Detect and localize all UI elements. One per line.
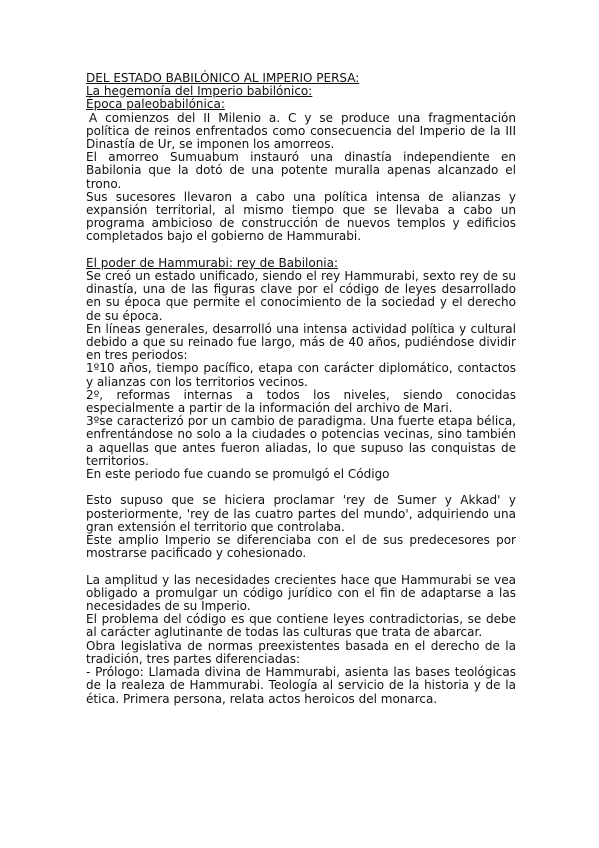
document-body (86, 72, 516, 706)
paragraph-11: Este amplio Imperio se diferenciaba con el de sus predecesores por mostrarse pacificado y cohesionado. (86, 533, 516, 561)
paragraph-9: En este periodo fue cuando se promulgó el Código (86, 467, 390, 482)
paragraph-15: - Prólogo: Llamada divina de Hammurabi, asienta las bases teológicas de la realeza de Hammurabi. Teología al servicio de la historia y de la ética. Primera persona, relata actos heroicos del monarca. (86, 665, 516, 706)
spacer (86, 244, 516, 257)
section-heading-hammurabi: El poder de Hammurabi: rey de Babilonia: (86, 255, 339, 270)
paragraph-6: 1º10 años, tiempo pacífico, etapa con carácter diplomático, contactos y alianzas con los territorios vecinos. (86, 361, 516, 389)
paragraph-13: El problema del código es que contiene leyes contradictorias, se debe al carácter aglutinante de todas las culturas que trata de abarcar. (86, 612, 516, 640)
paragraph-14: Obra legislativa de normas preexistentes basada en el derecho de la tradición, tres partes diferenciadas: (86, 638, 516, 666)
paragraph-12: La amplitud y las necesidades crecientes hace que Hammurabi se vea obligado a promulgar un código jurídico con el fin de adaptarse a las necesidades de su Imperio. (86, 572, 516, 614)
spacer (86, 560, 516, 573)
document-title: DEL ESTADO BABILÓNICO AL IMPERIO PERSA: (86, 71, 360, 85)
paragraph-2: El amorreo Sumuabum instauró una dinastía independiente en Babilonia que la dotó de una potente muralla apenas alcanzado el trono. (86, 150, 516, 191)
document-subtitle: La hegemonía del Imperio babilónico: (86, 84, 313, 99)
paragraph-4: Se creó un estado unificado, siendo el rey Hammurabi, sexto rey de su dinastía, una de las figuras clave por el código de leyes desarrollado en su época que permite el conocimiento de la sociedad y el derecho de su época. (86, 269, 516, 323)
paragraph-5: En líneas generales, desarrolló una intensa actividad política y cultural debido a que su reinado fue largo, más de 40 años, pudiéndose dividir en tres periodos: (86, 321, 516, 363)
section-heading-paleobabilonica: Época paleobabilónica: (86, 97, 225, 112)
paragraph-3: Sus sucesores llevaron a cabo una política intensa de alianzas y expansión territorial, al mismo tiempo que se llevaba a cabo un programa ambicioso de construcción de nuevos templos y edificios completados bajo el gobierno de Hammurabi. (86, 189, 516, 244)
paragraph-1: A comienzos del II Milenio a. C y se produce una fragmentación política de reinos enfrentados como consecuencia del Imperio de la III Dinastía de Ur, se imponen los amorreos. (86, 110, 516, 152)
paragraph-10: Esto supuso que se hiciera proclamar 'rey de Sumer y Akkad' y posteriormente, 'rey de las cuatro partes del mundo', adquiriendo una gran extensión el territorio que controlaba. (86, 493, 516, 534)
paragraph-8: 3ºse caracterizó por un cambio de paradigma. Una fuerte etapa bélica, enfrentándose no solo a la ciudades o potencias vecinas, sino también a aquellas que antes fueron aliadas, lo que supuso las conquistas de territorios. (86, 414, 516, 468)
paragraph-7: 2º, reformas internas a todos los niveles, siendo conocidas especialmente a partir de la información del archivo de Mari. (86, 387, 516, 416)
